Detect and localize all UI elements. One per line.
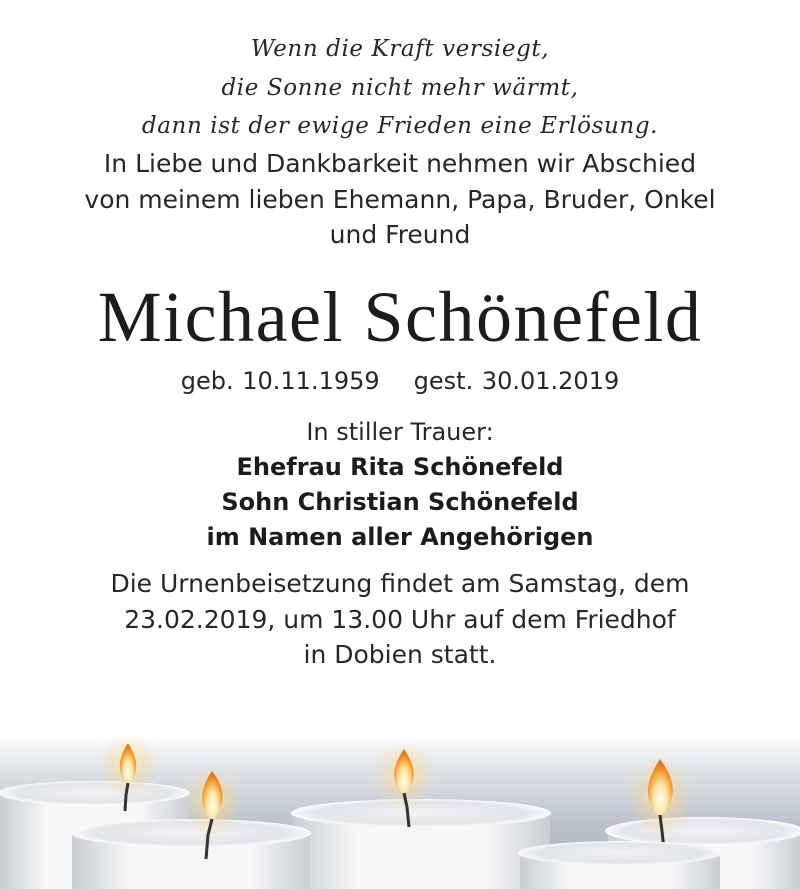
death-date: gest. 30.01.2019 xyxy=(413,367,620,395)
funeral-line: 23.02.2019, um 13.00 Uhr auf dem Friedhof xyxy=(124,604,676,634)
mourners-heading: In stiller Trauer: xyxy=(306,418,494,446)
birth-date: geb. 10.11.1959 xyxy=(180,367,380,395)
funeral-info xyxy=(0,566,800,673)
farewell-text xyxy=(0,146,800,253)
mourner-name: Ehefrau Rita Schönefeld xyxy=(236,453,564,481)
deceased-name: Michael Schönefeld xyxy=(97,277,703,357)
farewell-line: In Liebe und Dankbarkeit nehmen wir Abschied xyxy=(103,149,697,178)
mourner-name: im Namen aller Angehörigen xyxy=(206,523,594,551)
mourners xyxy=(0,415,800,555)
poem-line: Wenn die Kraft versiegt, xyxy=(250,36,550,62)
poem-line: dann ist der ewige Frieden eine Erlösung. xyxy=(141,113,659,139)
candles-image xyxy=(0,735,800,889)
mourner-name: Sohn Christian Schönefeld xyxy=(221,488,579,516)
farewell-line: und Freund xyxy=(329,220,471,249)
poem xyxy=(0,30,800,146)
funeral-line: in Dobien statt. xyxy=(303,640,497,669)
funeral-line: Die Urnenbeisetzung findet am Samstag, dem xyxy=(110,569,690,598)
poem-line: die Sonne nicht mehr wärmt, xyxy=(221,74,579,101)
farewell-line: von meinem lieben Ehemann, Papa, Bruder, Onkel xyxy=(84,184,716,214)
life-dates xyxy=(0,364,800,398)
